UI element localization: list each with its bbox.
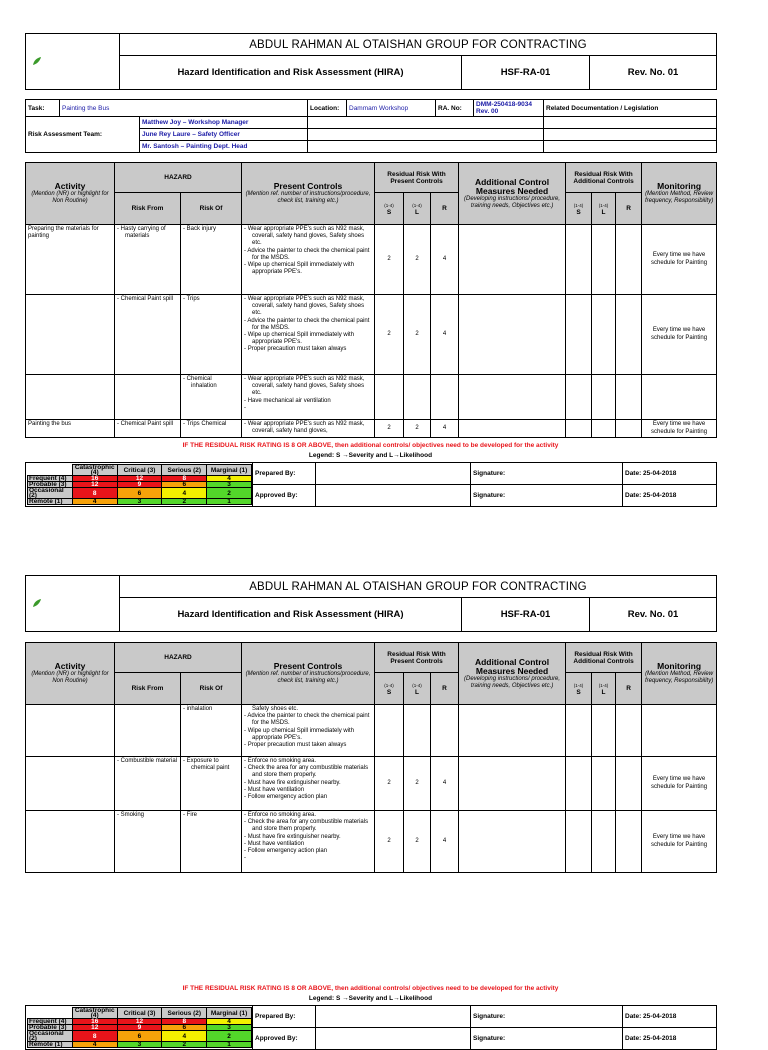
table-row bbox=[26, 375, 717, 420]
col-r2: R bbox=[616, 193, 642, 225]
location-value: Dammam Workshop bbox=[347, 100, 436, 117]
activity-cell bbox=[26, 757, 115, 811]
rating-cell: 4 bbox=[431, 757, 459, 811]
col-present-controls: Present Controls (Mention ref. number of instructions/procedure, check list, training etc.) bbox=[242, 163, 375, 225]
likelihood-cell bbox=[404, 375, 431, 420]
monitoring-cell bbox=[642, 705, 717, 757]
col-s: (1-4) S bbox=[375, 673, 404, 705]
team-member: Matthew Joy – Workshop Manager bbox=[140, 117, 308, 129]
monitoring-cell: Every time we have schedule for Painting bbox=[642, 420, 717, 438]
table-row bbox=[26, 225, 717, 295]
severity-cell bbox=[375, 375, 404, 420]
controls-cell: - Wear appropriate PPE's such as N92 mask, coverall, safety hand gloves, Safety shoes etc. - Advice the painter to check the chemical paint for the MSDS. - Wipe up chemical Spill immediately with appropriate PPE's. bbox=[242, 225, 375, 295]
leaf-icon bbox=[32, 56, 42, 66]
document-title: Hazard Identification and Risk Assessment (HIRA) bbox=[120, 56, 462, 90]
team-member: Mr. Santosh – Painting Dept. Head bbox=[140, 141, 308, 153]
hira-table-page-2 bbox=[25, 642, 716, 873]
col-risk-of: Risk Of bbox=[181, 673, 242, 705]
risk-matrix: Catastrophic (4) Critical (3) Serious (2) Marginal (1) Frequent (4) 16 12 8 4 Probable (3) 12 9 6 3 Occasional (2) 8 6 4 2 Remote (1) 4 3 2 1 bbox=[27, 464, 252, 505]
activity-cell bbox=[26, 705, 115, 757]
signature-label: Signature: bbox=[471, 1028, 623, 1050]
table-row bbox=[26, 420, 717, 438]
col-residual-present: Residual Risk With Present Controls bbox=[375, 163, 459, 193]
team-label: Risk Assessment Team: bbox=[26, 117, 140, 153]
activity-cell bbox=[26, 295, 115, 375]
likelihood-cell bbox=[404, 705, 431, 757]
col-additional-controls: Additional Control Measures Needed (Developing instructions/ procedure, training needs, Objectives etc.) bbox=[459, 643, 566, 705]
page-1-header bbox=[25, 33, 716, 90]
monitoring-cell: Every time we have schedule for Painting bbox=[642, 295, 717, 375]
rating-cell bbox=[431, 375, 459, 420]
date-label: Date: 25-04-2018 bbox=[623, 1006, 717, 1028]
risk-warning: IF THE RESIDUAL RISK RATING IS 8 OR ABOVE, then additional controls/ objectives need to be developed for the activity bbox=[182, 442, 559, 449]
risk-from-cell: - Smoking bbox=[115, 811, 181, 873]
col-s2: (1-4) S bbox=[566, 673, 592, 705]
likelihood-cell: 2 bbox=[404, 225, 431, 295]
col-residual-additional: Residual Risk With Additional Controls bbox=[566, 163, 642, 193]
col-r2: R bbox=[616, 673, 642, 705]
severity-cell: 2 bbox=[375, 225, 404, 295]
col-monitoring: Monitoring (Mention Method, Review frequency, Responsibility) bbox=[642, 163, 717, 225]
risk-matrix-cell bbox=[26, 1006, 253, 1050]
prepared-by-label: Prepared By: bbox=[253, 1006, 316, 1028]
page-2-header bbox=[25, 575, 716, 632]
col-risk-of: Risk Of bbox=[181, 193, 242, 225]
severity-cell: 2 bbox=[375, 757, 404, 811]
company-logo bbox=[26, 34, 120, 90]
col-risk-from: Risk From bbox=[115, 193, 181, 225]
controls-cell: - Enforce no smoking area. - Check the area for any combustible materials and store them properly. - Must have fire extinguisher nearby. - Must have ventilation - Follow emergency action plan bbox=[242, 757, 375, 811]
risk-of-cell: - Exposure to chemical paint bbox=[181, 757, 242, 811]
leaf-icon bbox=[32, 598, 42, 608]
company-name: ABDUL RAHMAN AL OTAISHAN GROUP FOR CONTRACTING bbox=[120, 34, 717, 56]
activity-cell bbox=[26, 375, 115, 420]
risk-of-cell: - Back injury bbox=[181, 225, 242, 295]
monitoring-cell: Every time we have schedule for Painting bbox=[642, 225, 717, 295]
controls-cell: - Wear appropriate PPE's such as N92 mask, coverall, safety hand gloves, Safety shoes etc. - Have mechanical air ventilation - bbox=[242, 375, 375, 420]
company-name: ABDUL RAHMAN AL OTAISHAN GROUP FOR CONTRACTING bbox=[120, 576, 717, 598]
risk-from-cell bbox=[115, 375, 181, 420]
col-s: (1-4) S bbox=[375, 193, 404, 225]
date-label: Date: 25-04-2018 bbox=[623, 463, 717, 485]
col-s2: (1-4) S bbox=[566, 193, 592, 225]
severity-cell bbox=[375, 705, 404, 757]
hira-table-page-1 bbox=[25, 162, 716, 438]
related-docs-label: Related Documentation / Legislation bbox=[544, 100, 717, 117]
likelihood-cell: 2 bbox=[404, 295, 431, 375]
date-label: Date: 25-04-2018 bbox=[623, 485, 717, 507]
risk-from-cell: - Chemical Paint spill bbox=[115, 295, 181, 375]
col-residual-additional: Residual Risk With Additional Controls bbox=[566, 643, 642, 673]
risk-warning: IF THE RESIDUAL RISK RATING IS 8 OR ABOVE, then additional controls/ objectives need to be developed for the activity bbox=[182, 985, 559, 992]
likelihood-cell: 2 bbox=[404, 811, 431, 873]
monitoring-cell: Every time we have schedule for Painting bbox=[642, 757, 717, 811]
rating-cell: 4 bbox=[431, 811, 459, 873]
risk-of-cell: - Chemical inhalation bbox=[181, 375, 242, 420]
monitoring-cell: Every time we have schedule for Painting bbox=[642, 811, 717, 873]
legend: Legend: S →Severity and L→Likelihood bbox=[308, 452, 433, 459]
controls-cell: Safety shoes etc. - Advice the painter to check the chemical paint for the MSDS. - Wipe up chemical Spill immediately with appropriate PPE's. - Proper precaution must taken always bbox=[242, 705, 375, 757]
rating-cell bbox=[431, 705, 459, 757]
document-code: HSF-RA-01 bbox=[462, 56, 590, 90]
risk-from-cell: - Combustible material bbox=[115, 757, 181, 811]
risk-from-cell: - Chemical Paint spill bbox=[115, 420, 181, 438]
rating-cell: 4 bbox=[431, 225, 459, 295]
team-member: June Rey Laure – Safety Officer bbox=[140, 129, 308, 141]
location-label: Location: bbox=[308, 100, 347, 117]
revision-number: Rev. No. 01 bbox=[590, 56, 717, 90]
signature-label: Signature: bbox=[471, 1006, 623, 1028]
ra-label: RA. No: bbox=[436, 100, 474, 117]
task-label: Task: bbox=[26, 100, 60, 117]
risk-of-cell: - Fire bbox=[181, 811, 242, 873]
table-row bbox=[26, 705, 717, 757]
severity-cell: 2 bbox=[375, 811, 404, 873]
severity-cell: 2 bbox=[375, 420, 404, 438]
approved-by-label: Approved By: bbox=[253, 1028, 316, 1050]
col-l2: (1-4) L bbox=[592, 673, 616, 705]
risk-matrix-cell bbox=[26, 463, 253, 507]
activity-cell: Preparing the materials for painting bbox=[26, 225, 115, 295]
document-code: HSF-RA-01 bbox=[462, 598, 590, 632]
risk-from-cell: - Hasty carrying of materials bbox=[115, 225, 181, 295]
risk-of-cell: - Trips Chemical bbox=[181, 420, 242, 438]
document-title: Hazard Identification and Risk Assessment (HIRA) bbox=[120, 598, 462, 632]
date-label: Date: 25-04-2018 bbox=[623, 1028, 717, 1050]
col-monitoring: Monitoring (Mention Method, Review frequency, Responsibility) bbox=[642, 643, 717, 705]
col-r: R bbox=[431, 193, 459, 225]
col-residual-present: Residual Risk With Present Controls bbox=[375, 643, 459, 673]
ra-number: DMM-250418-9034 Rev. 00 bbox=[474, 100, 544, 117]
rating-cell: 4 bbox=[431, 295, 459, 375]
controls-cell: - Wear appropriate PPE's such as N92 mask, coverall, safety hand gloves, Safety shoes etc. - Advice the painter to check the chemical paint for the MSDS. - Wipe up chemical Spill immediately with appropriate PPE's. - Proper precaution must taken always bbox=[242, 295, 375, 375]
risk-from-cell bbox=[115, 705, 181, 757]
info-section bbox=[25, 99, 716, 153]
approved-by-label: Approved By: bbox=[253, 485, 316, 507]
table-row bbox=[26, 757, 717, 811]
legend: Legend: S →Severity and L→Likelihood bbox=[308, 995, 433, 1002]
task-value: Painting the Bus bbox=[60, 100, 308, 117]
prepared-by-label: Prepared By: bbox=[253, 463, 316, 485]
col-activity: Activity (Mention (NR) or highlight for Non Routine) bbox=[26, 163, 115, 225]
rating-cell: 4 bbox=[431, 420, 459, 438]
col-r: R bbox=[431, 673, 459, 705]
likelihood-cell: 2 bbox=[404, 757, 431, 811]
col-present-controls: Present Controls (Mention ref. number of instructions/procedure, check list, training etc.) bbox=[242, 643, 375, 705]
risk-matrix: Catastrophic (4) Critical (3) Serious (2) Marginal (1) Frequent (4) 16 12 8 4 Probable (3) 12 9 6 3 Occasional (2) 8 6 4 2 Remote (1) 4 3 2 1 bbox=[27, 1007, 252, 1048]
controls-cell: - Enforce no smoking area. - Check the area for any combustible materials and store them properly. - Must have fire extinguisher nearby. - Must have ventilation - Follow emergency action plan - bbox=[242, 811, 375, 873]
likelihood-cell: 2 bbox=[404, 420, 431, 438]
footer-page-1 bbox=[25, 462, 716, 507]
col-l2: (1-4) L bbox=[592, 193, 616, 225]
revision-number: Rev. No. 01 bbox=[590, 598, 717, 632]
company-logo bbox=[26, 576, 120, 632]
risk-of-cell: - Trips bbox=[181, 295, 242, 375]
activity-cell bbox=[26, 811, 115, 873]
risk-of-cell: - inhalation bbox=[181, 705, 242, 757]
monitoring-cell bbox=[642, 375, 717, 420]
table-row bbox=[26, 811, 717, 873]
controls-cell: - Wear appropriate PPE's such as N92 mask, coverall, safety hand gloves, bbox=[242, 420, 375, 438]
signature-label: Signature: bbox=[471, 485, 623, 507]
col-l: (1-4) L bbox=[404, 673, 431, 705]
severity-cell: 2 bbox=[375, 295, 404, 375]
activity-cell: Painting the bus bbox=[26, 420, 115, 438]
signature-label: Signature: bbox=[471, 463, 623, 485]
col-additional-controls: Additional Control Measures Needed (Developing instructions/ procedure, training needs, Objectives etc.) bbox=[459, 163, 566, 225]
col-hazard: HAZARD bbox=[115, 643, 242, 673]
table-row bbox=[26, 295, 717, 375]
col-activity: Activity (Mention (NR) or highlight for Non Routine) bbox=[26, 643, 115, 705]
col-hazard: HAZARD bbox=[115, 163, 242, 193]
col-l: (1-4) L bbox=[404, 193, 431, 225]
col-risk-from: Risk From bbox=[115, 673, 181, 705]
footer-page-2 bbox=[25, 1005, 716, 1050]
